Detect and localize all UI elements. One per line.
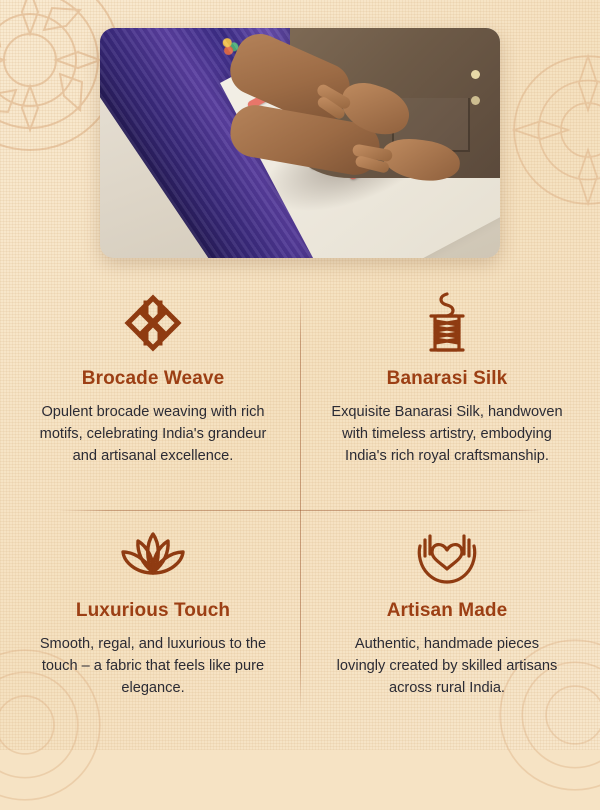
silk-spool-icon (312, 290, 582, 356)
feature-card-banarasi-silk (312, 290, 582, 468)
feature-title: Banarasi Silk (312, 368, 582, 390)
hero-image (100, 28, 500, 258)
brocade-knot-icon (18, 290, 288, 356)
feature-title: Artisan Made (312, 600, 582, 622)
feature-description: Authentic, handmade pieces lovingly created by skilled artisans across rural India. (331, 634, 563, 700)
feature-description: Opulent brocade weaving with rich motifs, celebrating India's grandeur and artisanal excellence. (37, 402, 269, 468)
vertical-divider (300, 292, 301, 710)
horizontal-divider (58, 510, 542, 511)
hands-heart-icon (312, 522, 582, 588)
feature-title: Luxurious Touch (18, 600, 288, 622)
feature-card-artisan-made (312, 522, 582, 700)
lotus-icon (18, 522, 288, 588)
feature-card-luxurious-touch (18, 522, 288, 700)
feature-description: Exquisite Banarasi Silk, handwoven with timeless artistry, embodying India's rich royal craftsmanship. (331, 402, 563, 468)
feature-grid (0, 282, 600, 722)
feature-card-brocade-weave (18, 290, 288, 468)
feature-description: Smooth, regal, and luxurious to the touch – a fabric that feels like pure elegance. (37, 634, 269, 700)
feature-title: Brocade Weave (18, 368, 288, 390)
